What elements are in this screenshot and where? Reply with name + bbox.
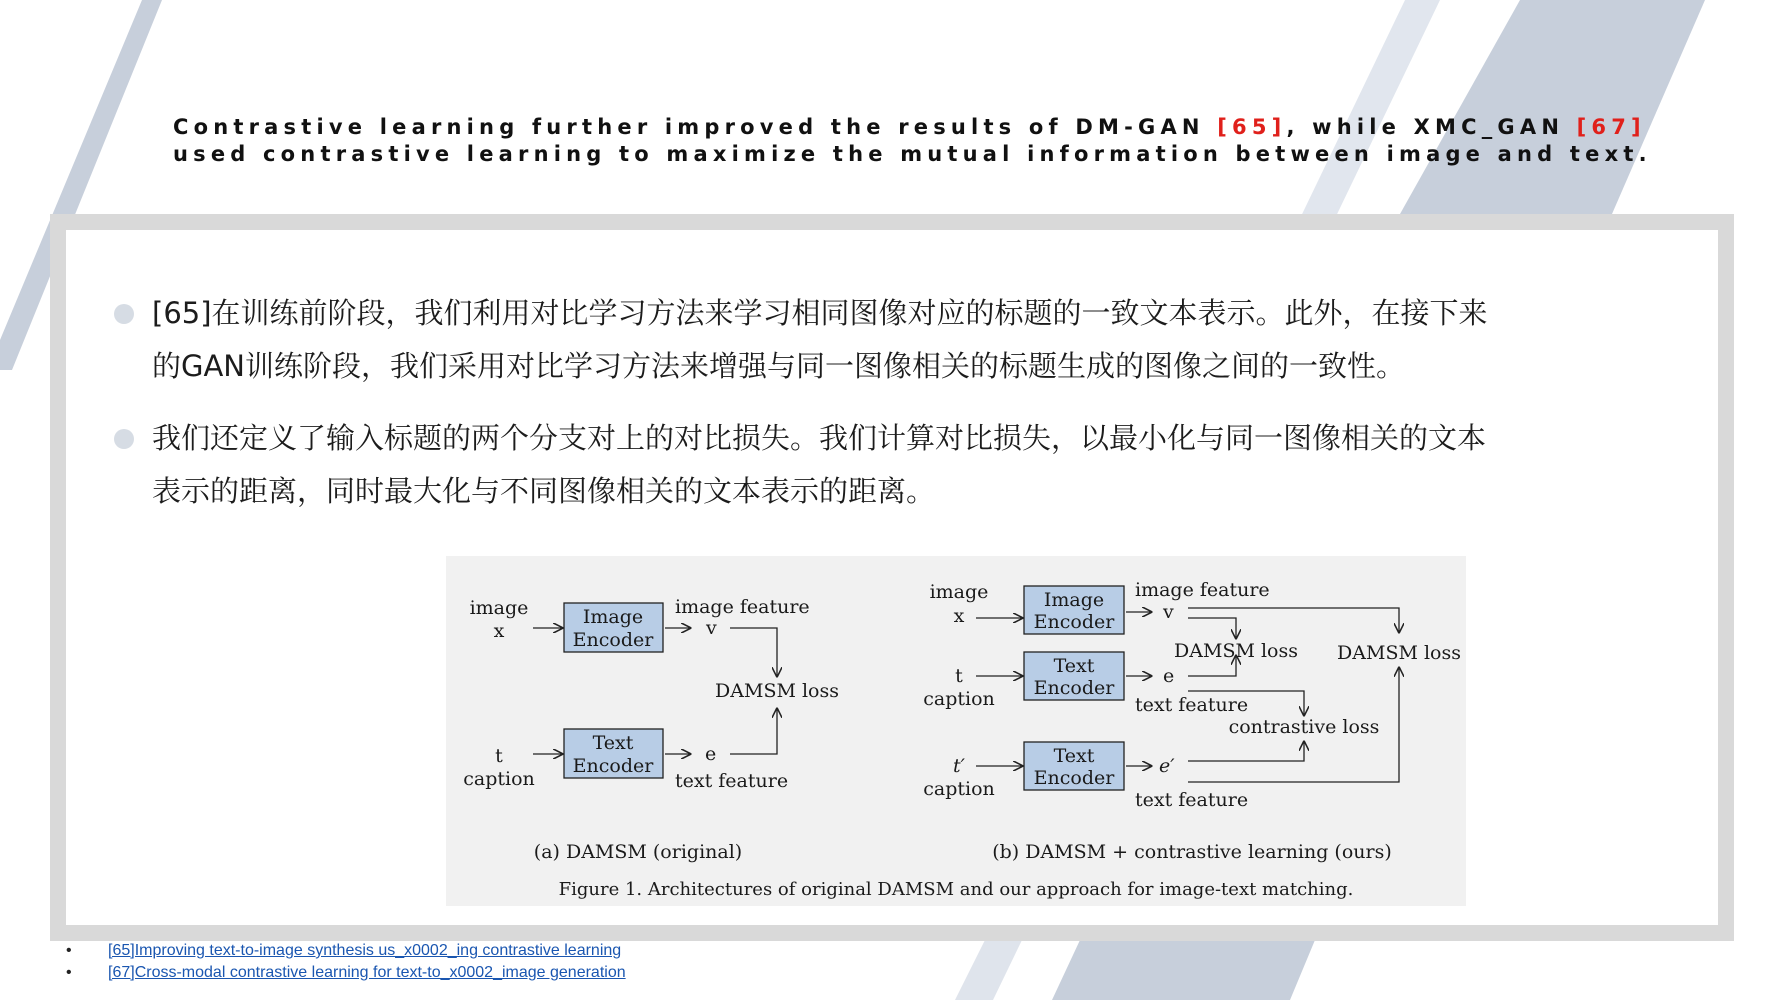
bullet-line: 表示的距离，同时最大化与不同图像相关的文本表示的距离。 bbox=[152, 474, 936, 508]
bullet-line: [65]在训练前阶段，我们利用对比学习方法来学习相同图像对应的标题的一致文本表示。此外，在接下来 bbox=[152, 296, 1488, 330]
b-e-prime-label: e′ bbox=[1159, 755, 1175, 777]
a-caption-label: caption bbox=[463, 768, 535, 790]
b-v-label: v bbox=[1163, 601, 1174, 623]
b-image-encoder-label: Image bbox=[1043, 589, 1105, 611]
a-x-label: x bbox=[493, 620, 505, 642]
list-bullet: • bbox=[66, 942, 72, 959]
b-text-feature2-label: text feature bbox=[1135, 789, 1249, 811]
citation-67: [67] bbox=[1576, 115, 1646, 139]
citation-65: [65] bbox=[1217, 115, 1287, 139]
a-text-feature-label: text feature bbox=[675, 770, 789, 792]
a-damsm-loss-label: DAMSM loss bbox=[715, 680, 839, 702]
a-image-feature-label: image feature bbox=[675, 596, 810, 618]
b-image-feature-label: image feature bbox=[1135, 579, 1270, 601]
b-text-encoder2-label: Text bbox=[1053, 745, 1095, 767]
b-caption-label: caption bbox=[923, 688, 995, 710]
a-e-label: e bbox=[705, 743, 717, 765]
bullet-line: 我们还定义了输入标题的两个分支对上的对比损失。我们计算对比损失，以最小化与同一图像相关的文本 bbox=[152, 421, 1487, 455]
reference-link-67[interactable]: [67]Cross-modal contrastive learning for text-to_x0002_image generation bbox=[108, 964, 626, 981]
b-x-label: x bbox=[953, 605, 965, 627]
b-image-label: image bbox=[929, 581, 989, 603]
b-e-label: e bbox=[1163, 665, 1175, 687]
b-subcaption: (b) DAMSM + contrastive learning (ours) bbox=[992, 841, 1392, 863]
b-text-encoder-label: Text bbox=[1053, 655, 1095, 677]
bullet-dot bbox=[114, 304, 134, 324]
a-subcaption: (a) DAMSM (original) bbox=[533, 841, 743, 863]
a-v-label: v bbox=[706, 617, 717, 639]
a-t-label: t bbox=[495, 745, 503, 767]
reference-link-65[interactable]: [65]Improving text-to-image synthesis us_x0002_ing contrastive learning bbox=[108, 942, 622, 959]
b-text-feature-label: text feature bbox=[1135, 694, 1249, 716]
b-contrastive-loss-label: contrastive loss bbox=[1228, 716, 1380, 738]
architecture-diagram bbox=[446, 556, 1466, 906]
a-image-label: image bbox=[469, 597, 529, 619]
architecture-figure bbox=[446, 556, 1466, 906]
b-text-encoder2-label: Encoder bbox=[1033, 767, 1115, 789]
a-text-encoder-label: Text bbox=[592, 732, 634, 754]
b-t-label: t bbox=[955, 665, 963, 687]
a-image-encoder-label: Encoder bbox=[572, 629, 654, 651]
bullet-dot bbox=[114, 429, 134, 449]
headline-line-2: used contrastive learning to maximize the mutual information between image and text. bbox=[173, 142, 1652, 166]
slide-headline bbox=[173, 114, 1652, 168]
figure-caption: Figure 1. Architectures of original DAMSM and our approach for image-text matching. bbox=[558, 879, 1354, 900]
b-text-encoder-label: Encoder bbox=[1033, 677, 1115, 699]
a-text-encoder-label: Encoder bbox=[572, 755, 654, 777]
bullet-line: 的GAN训练阶段，我们采用对比学习方法来增强与同一图像相关的标题生成的图像之间的一致性。 bbox=[152, 349, 1406, 383]
bullet-item-1 bbox=[114, 287, 1674, 393]
a-image-encoder-label: Image bbox=[582, 606, 644, 628]
b-image-encoder-label: Encoder bbox=[1033, 611, 1115, 633]
list-bullet: • bbox=[66, 964, 72, 981]
b-damsm-loss-1-label: DAMSM loss bbox=[1174, 640, 1298, 662]
headline-line-1: Contrastive learning further improved the results of DM-GAN [65], while XMC_GAN [67] bbox=[173, 115, 1646, 139]
b-caption2-label: caption bbox=[923, 778, 995, 800]
b-damsm-loss-2-label: DAMSM loss bbox=[1337, 642, 1461, 664]
bullet-item-2 bbox=[114, 412, 1674, 518]
b-t-prime-label: t′ bbox=[953, 755, 965, 777]
